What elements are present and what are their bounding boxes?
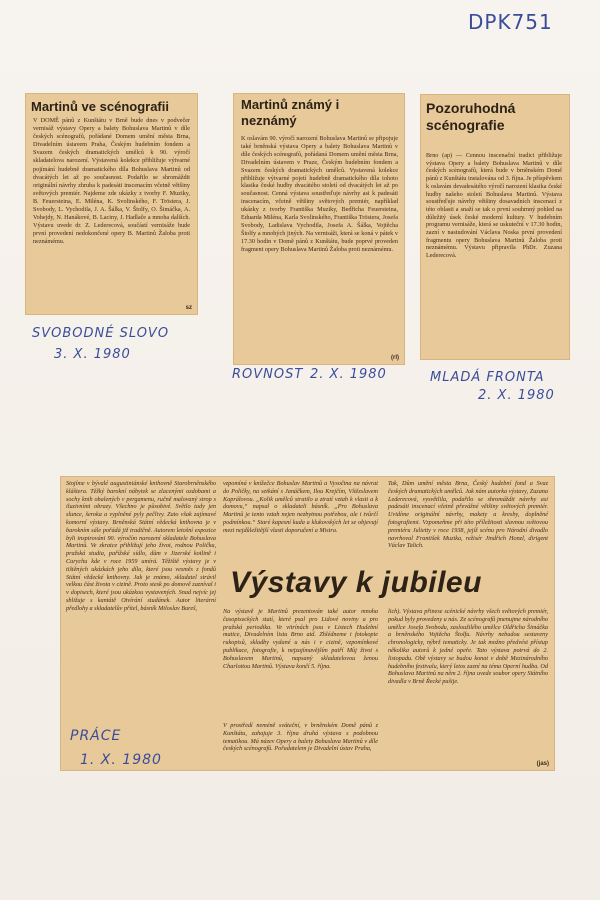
clipping-headline: Výstavy k jubileu bbox=[230, 566, 482, 599]
source-svobodne-slovo: SVOBODNÉ SLOVO bbox=[32, 326, 170, 341]
date-prace: 1. X. 1980 bbox=[80, 752, 162, 768]
source-prace: PRÁCE bbox=[70, 728, 122, 744]
clipping-prace bbox=[60, 476, 555, 771]
clipping-mlada-fronta bbox=[420, 94, 570, 360]
clipping-headline bbox=[241, 97, 391, 129]
clipping-signature: sz bbox=[185, 305, 192, 311]
archive-code: DPK751 bbox=[468, 10, 553, 34]
clipping-rovnost bbox=[233, 93, 405, 365]
clipping-headline-text: Martinů známý i neznámý bbox=[241, 97, 340, 128]
clipping-column: Tak, Dům umění města Brna, Český hudební fond a Svaz českých dramatických umělců. Jak nám autorka výstavy, Zuzana Lederecová, vysvětlila, podařilo se shromáždit návrhy asi padesáti inscenací včetně převážné většiny světových premiér. Uvidíme originální návrhy, makety a kresby, doplněné fotografiemi. Vzpomeňme při této příležitosti slavnou světovou premiéru Julietty v roce 1938, jejíž scénu pro Národní divadlo navrhoval František Muzika, režisér Jindřich Honzl, dirigent Václav Talich. bbox=[388, 480, 548, 550]
clipping-signature: (jas) bbox=[536, 761, 549, 767]
clipping-column: Stojíme v bývalé augustiniánské knihovně Starobrněnského kláštera. Těžký barokní nábytek se zlacenými ozdobami a sochy knih obalených v pergamenu, ručně malovaný strop s iluzivními obrazy. Všechno je působivé. Světlo tady jen slunce, šeroka a vyplněné pyly pečlivy. Zato však zajímavé komorní výstavy. Brněnská Státní vědecká knihovna je v barokním sále pořádá již tradičně. Autorem letošní expozice byli inspirováni 90. výročím narození skladatele Bohuslava Martinů. Ve zkratce přibližují jeho život, rodnou Poličku, pražská studia, pařížské sídlo, dům v Jizerské kotlině i Curychu kde v roce 1959 umírá. Těžiště výstavy je v tištěných ukázkách jeho díla, které jsou vesměs z fondů Státní vědecké knihovny. Jak je známo, skladatel strávil velkou část života v cizině. Proto stesk po domově zazníval i v dopisech, které jsou ukázkou vystavených. Snad nejvíc jej sbližuje s kantátě Otvírání studánek. Autor literární předlohy a skladatelův přítel, básník Miloslav Bureš, bbox=[66, 480, 216, 612]
clipping-column: lich). Výstava přinese scénické návrhy všech světových premiér, pokud byly provedeny u nás. Ze scénografů jmenujme národního umělce Josefa Svobodu, zasloužilého umělce Oldřicha Šimáčka a brněnského Vojtěcha Štolfu. Návrhy nebudou sestaveny chronologicky, nýbrž tematicky. Je tak možno předvést přístup několika autorů k jedné opeře. Tato výstava potrvá do 2. listopadu. Obě výstavy se budou konat v době Mezinárodního hudebního festivalu, který letos zazní na téma Operní hudba. Od Bohuslava Martinů na něm 2. října uvede soubor opery Státního divadla v Brně Řecké pašije. bbox=[388, 608, 548, 686]
date-mlada-fronta: 2. X. 1980 bbox=[478, 388, 555, 403]
clipping-body: V DOMĚ pánů z Kunštátu v Brně bude dnes v podvečer vernisáž výstavy Opery a balety Bohuslava Martinů v díle českých scénografů, pořádané Domem umění města Brna, Divadelním ústavem Praha, Českým hudebním fondem a Svazem českých dramatických umělců k 90. výročí skladatelova narození. Výstavená kolekce přibližuje výtvarné pojímání hudebně dramatického díla Bohuslava Martinů od dvacátých let až po současnost. Podařilo se shromáždit originální návrhy zhruba k padesáti inscenacím včetně většiny světových premiér. Najdeme zde ukázky z tvorby F. Muziky, B. Feuersteina, E. Miléna, K. Svolinského, F. Tröstera, J. Svobody, L. Vychodila, J. A. Šálka, V. Štolfy, O. Šimáčka, A. Vohejdy, N. Hanákové, B. Laciny, J. Hadlače a mnoha dalších. Výstavu uvede dr. Z. Lederecová, součástí vernisáže bude první provedení nedokončené opery B. Martinů Žaloba proti neznámému. bbox=[33, 117, 190, 246]
clipping-headline: Martinů ve scénografii bbox=[31, 99, 169, 114]
date-svobodne-slovo: 3. X. 1980 bbox=[54, 347, 131, 362]
clipping-column: Na výstavě je Martinů prezentován také autor mnoha časopiseckých statí, které psal pro Lidové noviny a pro pražská periodika. Ve vitrínách jsou v Listech Hudební matice, Divadelním listu Brno atd. Zhlédneme i fotokopie rukopisů, skladby vydané u nás i v cizině, vzpomínkové publikace, fotografie, k nejzajímavějším patří Můj život s Bohuslavem Martinů, napsaný skladatelovou ženou Charlottou Martinů. Výstava končí 5. října. bbox=[223, 608, 378, 670]
clipping-column: vzpomíná v knížečce Bohuslav Martinů a Vysočina na návrat do Poličky, na setkání s Janáčkem, Ilou Krejčím, Vítězslavem Kaprálovou. „Kolik umělců stratilo a ztratí vztah k vlasti a k domovu,“ napsal o skladateli básník. „Pro Bohuslava Martinů je tento vztah nejen nezbytnou potřebou, ale i tvůrčí podmínkou.“ Staré kapesní kuda a klukovských let se objevují mezi nejdůležitější vlasti doporučení a Mistra. bbox=[223, 480, 378, 534]
date-rovnost: 2. X. 1980 bbox=[310, 367, 387, 382]
clipping-headline bbox=[426, 100, 564, 134]
clipping-signature: (rl) bbox=[391, 355, 399, 361]
clipping-headline-text: Pozoruhodná scénografie bbox=[426, 100, 516, 133]
clipping-column: V prostředí neméně sváteční, v brněnském Domě pánů z Kunštátu, zahajuje 3. října druhá výstava s podobnou tematikou. Má název Opery a balety Bohuslava Martinů v díle českých scénografů. Pořadatelem je Divadelní ústav Praha, bbox=[223, 722, 378, 753]
clipping-svobodne-slovo bbox=[25, 93, 198, 315]
source-rovnost: ROVNOST bbox=[232, 367, 304, 382]
clipping-body: K oslavám 90. výročí narození Bohuslava Martinů se připojuje také brněnská výstava Opery a balety Bohuslava Martinů v díle českých scénografů, pořádaná Domem umění města Brna, Divadelním ústavem v Praze, Českým hudebním fondem a Svazem českých dramatických umělců. Vystavená kolekce přibližuje výtvarné pojetí hudebně dramatického díla tohoto klasika české hudby dvacátého století od dvacátých let až po současnost. Cenná výstava soustřeďuje návrhy asi k padesáti inscenacím, včetně většiny světových premiér, například ukázky z tvorby Františka Muziky, Bedřicha Feuersteina, Eduarda Miléna, Karla Svolinského, Františka Tröstera, Josefa Svobody, Ladislava Vychodila, Josefa A. Šálka, Vojtěcha Štolfy a mnohých jiných. Na vernisáži, která se koná v pátek v 17.30 hodin v Domě pánů z Kunštátu, bude poprvé proveden fragment opery Bohuslava Martinů Žaloba proti neznámému. bbox=[241, 135, 398, 253]
source-mlada-fronta: MLADÁ FRONTA bbox=[430, 370, 545, 385]
clipping-body: Brno (ap) — Cennou inscenační tradici přibližuje výstava Opery a balety Bohuslava Martinů v díle českých scénografů, která bude v brněnském Domě pánů z Kunštátu instalována od 3. října. Je příspěvkem k oslavám devadesátého výročí narození klasika české hudby našeho století Bohuslava Martinů. Výstava soustřeďuje návrhy většiny dosavadních inscenací z této oblasti a snaží se tak o první souhrnný pohled na důležitý úsek české moderní kultury. V hudebním programu vernisáže, která se uskuteční v 17.30 hodin, zazní v nastudování Václava Noska první provedení fragmentu opery Bohuslava Martinů Žaloba proti neznámému. Výstavu připravila PhDr. Zuzana Lederecová. bbox=[426, 152, 562, 260]
